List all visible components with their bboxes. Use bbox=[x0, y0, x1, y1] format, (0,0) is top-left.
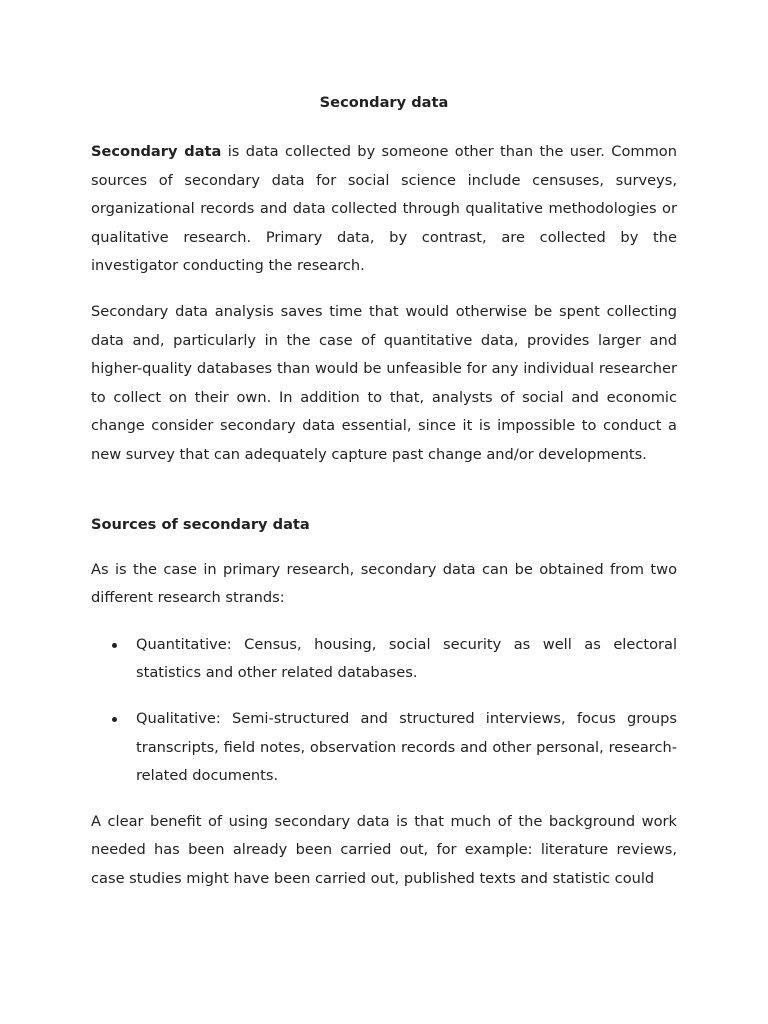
benefit-paragraph: A clear benefit of using secondary data is that much of the background work needed has been already been carried out, for example: literature reviews, case studies might have been carried out, published texts and statistic could bbox=[91, 812, 677, 887]
analysis-paragraph: Secondary data analysis saves time that would otherwise be spent collecting data and, particularly in the case of quantitative data, provides larger and higher-quality databases than would be unfeasible for any individual researcher to collect on their own. In addition to that, analysts of social and economic change consider secondary data essential, since it is impossible to conduct a new survey that can adequately capture past change and/or developments. bbox=[91, 302, 677, 463]
intro-term: Secondary data bbox=[91, 143, 222, 160]
bullet-icon bbox=[112, 717, 117, 722]
list-item-text: Qualitative: Semi-structured and structured interviews, focus groups transcripts, field notes, observation records and other personal, research-related documents. bbox=[136, 709, 677, 785]
strands-paragraph: As is the case in primary research, secondary data can be obtained from two different research strands: bbox=[91, 560, 677, 607]
list-item bbox=[91, 705, 677, 791]
intro-text: is data collected by someone other than the user. Common sources of secondary data for social science include censuses, surveys, organizational records and data collected through qualitative methodologies or qualitative research. Primary data, by contrast, are collected by the investigator conducting the research. bbox=[91, 143, 677, 275]
list-item-text: Quantitative: Census, housing, social security as well as electoral statistics and other related databases. bbox=[136, 635, 677, 682]
bullet-icon bbox=[112, 643, 117, 648]
document-title: Secondary data bbox=[319, 94, 449, 111]
strands-list bbox=[91, 631, 677, 791]
section-heading: Sources of secondary data bbox=[91, 515, 310, 533]
intro-paragraph bbox=[91, 138, 677, 281]
document-page bbox=[91, 92, 677, 893]
list-item bbox=[91, 631, 677, 688]
